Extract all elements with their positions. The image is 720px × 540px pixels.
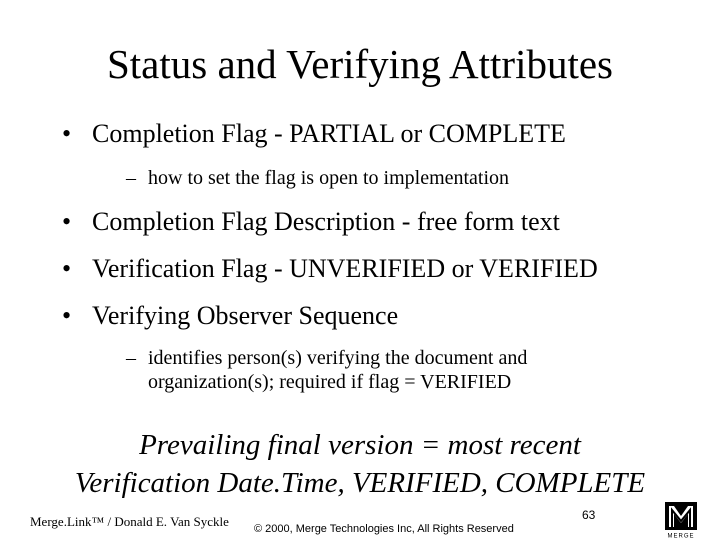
- bullet-dot: •: [62, 119, 72, 148]
- bullet-item: [62, 118, 566, 150]
- bullet-text: Verifying Observer Sequence: [92, 301, 399, 330]
- sub-bullet-item: [126, 346, 527, 394]
- sub-bullet-dash: –: [126, 347, 136, 369]
- bullet-dot: •: [62, 254, 72, 283]
- bullet-text: Completion Flag - PARTIAL or COMPLETE: [92, 119, 566, 148]
- footer-copyright: © 2000, Merge Technologies Inc, All Rights Reserved: [254, 523, 514, 535]
- bullet-dot: •: [62, 301, 72, 330]
- sub-bullet-dash: –: [126, 167, 136, 189]
- emphasis-line: Prevailing final version = most recent: [139, 429, 581, 461]
- sub-bullet-text: identifies person(s) verifying the document and: [148, 347, 528, 369]
- bullet-item: [62, 253, 598, 285]
- sub-bullet-item: [126, 166, 509, 190]
- page-number: 63: [582, 508, 596, 522]
- bullet-text: Completion Flag Description - free form text: [92, 207, 560, 236]
- bullet-item: [62, 300, 398, 332]
- merge-logo-icon: [664, 501, 698, 539]
- emphasis-line: Verification Date.Time, VERIFIED, COMPLETE: [74, 467, 646, 499]
- footer-author: Merge.Link™ / Donald E. Van Syckle: [30, 514, 229, 529]
- bullet-item: [62, 206, 560, 238]
- logo-wordmark: MERGE: [667, 533, 695, 539]
- slide-title: Status and Verifying Attributes: [106, 41, 613, 87]
- sub-bullet-text: organization(s); required if flag = VERIFIED: [148, 371, 512, 393]
- bullet-text: Verification Flag - UNVERIFIED or VERIFIED: [92, 254, 598, 283]
- bullet-dot: •: [62, 207, 72, 236]
- sub-bullet-text: how to set the flag is open to implementation: [148, 167, 510, 189]
